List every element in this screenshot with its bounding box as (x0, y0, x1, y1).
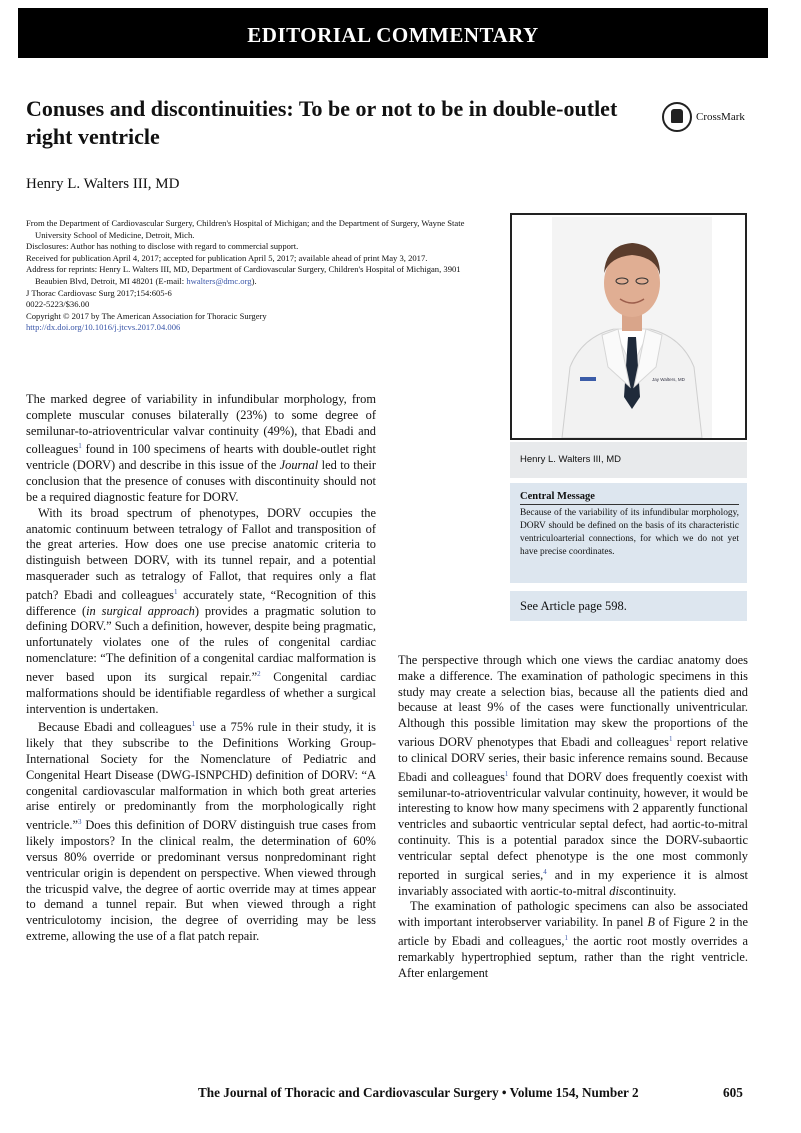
citation-ref[interactable]: 3 (77, 818, 82, 827)
crossmark-link[interactable] (662, 102, 745, 132)
received-dates: Received for publication April 4, 2017; accepted for publication April 5, 2017; available ahead of print May 3, 2017. (26, 252, 428, 263)
page-number: 605 (723, 1085, 743, 1100)
text-run: The perspective through which one views the cardiac anatomy does make a difference. The examination of pathologic specimens in this study may create a selection bias, because all the patients died and because at least 9% of the cases were functionally univentricular. Although this possible limitation may skew the proportions of the various DORV phenotypes that Ebadi and colleagues (398, 653, 748, 750)
italic-run: dis (609, 883, 624, 898)
text-run: report relative to clinical DORV series, their basic inference remains sound. Because Ebadi and colleagues (398, 735, 748, 784)
text-run: accurately state, “Recognition of this difference ( (26, 587, 376, 618)
text-run: Congenital cardiac malformations should be identifiable regardless of whether a surgical intervention is undertaken. (26, 669, 376, 716)
paragraph (26, 717, 376, 944)
editorial-banner: EDITORIAL COMMENTARY (18, 8, 768, 58)
disclosures: Disclosures: Author has nothing to disclose with regard to commercial support. (26, 241, 299, 252)
citation-ref[interactable]: 1 (668, 734, 673, 743)
text-run: of Figure 2 in the article by Ebadi and colleagues, (398, 915, 748, 949)
text-run: found in 100 specimens of hearts with double-outlet right ventricle (DORV) and describe in this issue of the (26, 442, 376, 473)
text-run: Does this definition of DORV distinguish true cases from likely impostors? In the clinical realm, the determination of 60% versus 80% override or predominant versus nonpredominant right ventricular origin is dependent on perspective. When viewed through the tricuspid valve, the degree of aortic override may at times appear to demand a tunnel repair. But when viewed through a right ventriculotomy incision, the degree of overriding may be less extreme, allowing the use of a flat patch repair. (26, 818, 376, 943)
text-run: ) provides a pragmatic solution to defining DORV.” Such a definition, however, despite being pragmatic, unfortunately violates one of the rules of congenital cardiac nomenclature: “The definition of a congenital cardiac malformation is never based upon its surgical repair.” (26, 603, 376, 684)
italic-run: B (647, 915, 655, 930)
crossmark-icon (662, 102, 692, 132)
citation: J Thorac Cardiovasc Surg 2017;154:605-6 (26, 287, 172, 298)
affiliation-from: From the Department of Cardiovascular Surgery, Children's Hospital of Michigan; and the Department of Surgery, Wayne State University School of Medicine, Detroit, Mich. (26, 218, 465, 240)
reprints-end: ). (251, 275, 257, 286)
see-article-link[interactable]: See Article page 598. (510, 591, 747, 621)
reprints-text: Address for reprints: Henry L. Walters III, MD, Department of Cardiovascular Surgery, Children's Hospital of Michigan, 3901 Beaubien Blvd, Detroit, MI 48201 (E-mail: (26, 264, 461, 286)
footer-journal: The Journal of Thoracic and Cardiovascular Surgery • Volume 154, Number 2 (198, 1085, 639, 1100)
text-run: led to their conclusion that the presence of conuses with discontinuity should not be a required diagnostic feature for DORV. (26, 458, 376, 504)
author-photo (510, 213, 747, 440)
paragraph (26, 392, 376, 506)
copyright: Copyright © 2017 by The American Association for Thoracic Surgery (26, 310, 267, 321)
body-column-left (26, 392, 376, 945)
paragraph (26, 506, 376, 718)
text-run: The examination of pathologic specimens can also be associated with important interobserver variability. In panel (398, 899, 748, 930)
journal-name: Journal (279, 458, 319, 473)
text-run: the aortic root mostly overrides a remarkably hypertrophied septum, rather than the right ventricle. After enlargement (398, 934, 748, 980)
coat-embroidery: Jay Walters, MD (652, 377, 685, 382)
body-column-right (398, 653, 748, 981)
paragraph (398, 899, 748, 981)
article-title: Conuses and discontinuities: To be or not to be in double-outlet right ventricle (26, 96, 618, 149)
email-link[interactable]: hwalters@dmc.org (186, 275, 252, 286)
text-run: The marked degree of variability in infundibular morphology, from complete muscular conuses bilaterally (23%) to some degree of semilunar-to-atrioventricular valvar continuity (49%), that Ebadi and colleagues (26, 392, 376, 457)
author-name: Henry L. Walters III, MD (26, 176, 180, 192)
crossmark-label: CrossMark (696, 111, 745, 123)
issn: 0022-5223/$36.00 (26, 299, 90, 310)
citation-ref[interactable]: 4 (543, 867, 547, 876)
page-footer (198, 1085, 758, 1101)
citation-ref[interactable]: 1 (191, 720, 196, 729)
central-message-title: Central Message (520, 490, 739, 505)
citation-ref[interactable]: 1 (564, 933, 568, 942)
central-message-box (510, 483, 747, 583)
citation-ref[interactable]: 1 (504, 769, 509, 778)
photo-caption: Henry L. Walters III, MD (510, 442, 747, 478)
text-run: Because Ebadi and colleagues (38, 720, 192, 735)
author-portrait-image (552, 217, 712, 438)
paragraph (398, 653, 748, 899)
italic-run: in surgical approach (86, 603, 195, 618)
citation-ref[interactable]: 1 (173, 587, 178, 596)
text-run: With its broad spectrum of phenotypes, DORV occupies the anatomic continuum between tetralogy of Fallot and transposition of the great arteries. How does one use precise anatomic criteria to distinguish between DORV, with its tunnel repair, and a potential masquerader such as tetralogy of Fallot, that requires only a flat patch? Ebadi and colleagues (26, 505, 376, 602)
citation-ref[interactable]: 1 (78, 442, 82, 451)
text-run: found that DORV does frequently coexist with semilunar-to-atrioventricular valvular continuity, however, it would be interesting to know how many specimens with 2 apparently functional ventricles and subaortic ventricular septal defect, had aortic-to-mitral continuity. This is a potential paradox since the DORV-subaortic ventricular septal defect phenotype is the one most commonly reported in surgical series, (398, 769, 748, 882)
central-message-text: Because of the variability of its infundibular morphology, DORV should be defined on the basis of its characteristic ventriculoarterial connections, for which we do not yet have precise coordinates. (520, 508, 739, 557)
text-run: use a 75% rule in their study, it is likely that they subscribe to the Definitions Working Group-International Society for the Nomenclature of Pediatric and Congenital Heart Disease (DWG-ISNPCHD) definition of DORV: “A congenital cardiovascular malformation in which both great arteries arise entirely or predominantly from the morphologically right ventricle.” (26, 720, 377, 833)
text-run: continuity. (623, 883, 677, 898)
reprints-address (26, 264, 494, 287)
text-run: and in my experience it is almost invariably associated with aortic-to-mitral (398, 867, 748, 898)
citation-ref[interactable]: 2 (257, 669, 261, 678)
doi-link[interactable]: http://dx.doi.org/10.1016/j.jtcvs.2017.04.006 (26, 322, 181, 333)
affiliations-block (26, 218, 494, 334)
